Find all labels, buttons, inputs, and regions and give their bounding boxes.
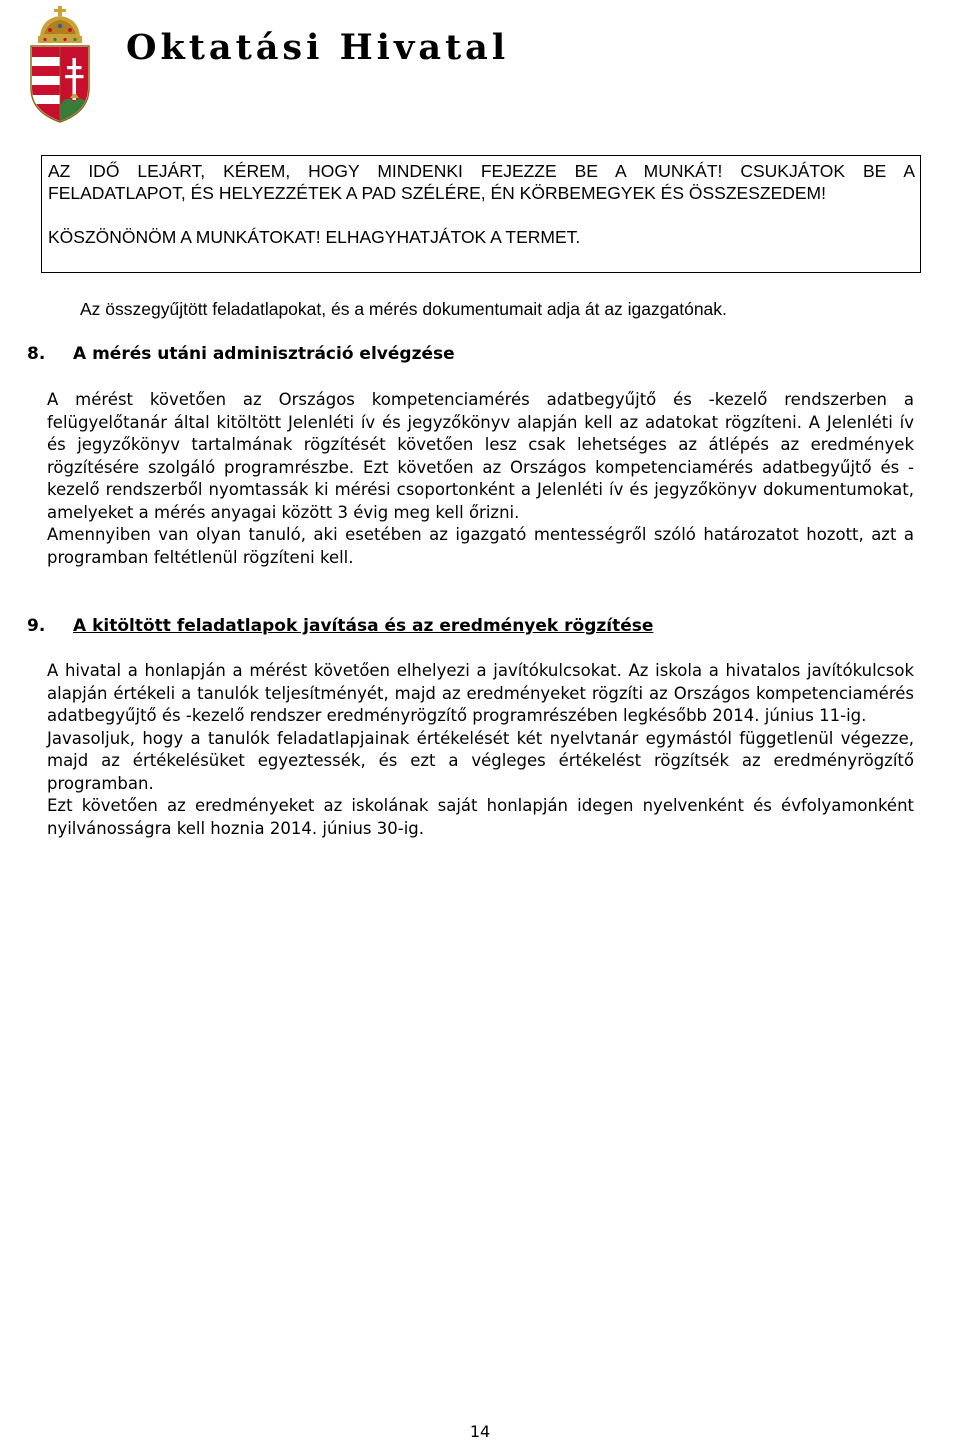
paragraph: Ezt követően az eredményeket az iskolának saját honlapján idegen nyelvenként és évfolyamonként nyilvánosságra kell hoznia 2014. június 30-ig. xyxy=(47,796,914,838)
section-9-body xyxy=(47,660,914,840)
section-number: 9. xyxy=(27,616,46,636)
organization-title: Oktatási Hivatal xyxy=(126,27,510,68)
section-9-heading xyxy=(27,615,654,637)
announcement-line: KÖSZÖNÖNÖM A MUNKÁTOKAT! ELHAGYHATJÁTOK A TERMET. xyxy=(48,227,581,247)
announcement-line: FELADATLAPOT, ÉS HELYEZZÉTEK A PAD SZÉLÉRE, ÉN KÖRBEMEGYEK ÉS ÖSSZESZEDEM! xyxy=(48,183,826,203)
section-title: A kitöltött feladatlapok javítása és az eredmények rögzítése xyxy=(73,616,654,636)
paragraph: A hivatal a honlapján a mérést követően elhelyezi a javítókulcsokat. Az iskola a hivatalos javítókulcsok alapján értékeli a tanulók teljesítményét, majd az eredményeket rögzíti az Országos kompetenciamérés adatbegyűjtő és -kezelő rendszer eredményrögzítő programrészében legkésőbb 2014. június 11-ig. xyxy=(47,661,914,725)
page-number: 14 xyxy=(469,1422,491,1441)
announcement-line: AZ IDŐ LEJÁRT, KÉREM, HOGY MINDENKI FEJEZZE BE A MUNKÁT! CSUKJÁTOK BE A xyxy=(48,161,915,181)
section-title: A mérés utáni adminisztráció elvégzése xyxy=(73,344,455,364)
section-number: 8. xyxy=(27,344,46,364)
announcement-box xyxy=(41,155,921,273)
paragraph: A mérést követően az Országos kompetenciamérés adatbegyűjtő és -kezelő rendszerben a felügyelőtanár által kitöltött Jelenléti ív és jegyzőkönyv alapján kell az adatokat rögzíteni. A Jelenléti ív és jegyzőkönyv tartalmának rögzítését követően lesz csak lehetséges az átlépés az eredmények rögzítésére szolgáló programrészbe. Ezt követően az Országos kompetenciamérés adatbegyűjtő és -kezelő rendszerből nyomtassák ki mérési csoportonként a Jelenléti ív és jegyzőkönyv dokumentumokat, amelyeket a mérés anyagai között 3 évig meg kell őrizni. xyxy=(47,390,914,522)
paragraph: Javasoljuk, hogy a tanulók feladatlapjainak értékelését két nyelvtanár egymástól függetlenül végezze, majd az értékelésüket egyeztessék, és ezt a végleges értékelést rögzítsék az eredményrögzítő programban. xyxy=(47,728,914,793)
page-header xyxy=(28,6,928,126)
section-8-body xyxy=(47,389,914,569)
handover-instruction: Az összegyűjtött feladatlapokat, és a mérés dokumentumait adja át az igazgatónak. xyxy=(80,299,727,319)
hungarian-coat-of-arms-icon xyxy=(28,6,92,124)
paragraph: Amennyiben van olyan tanuló, aki esetében az igazgató mentességről szóló határozatot hozott, azt a programban feltétlenül rögzíteni kell. xyxy=(47,525,914,567)
section-8-heading xyxy=(27,343,455,365)
